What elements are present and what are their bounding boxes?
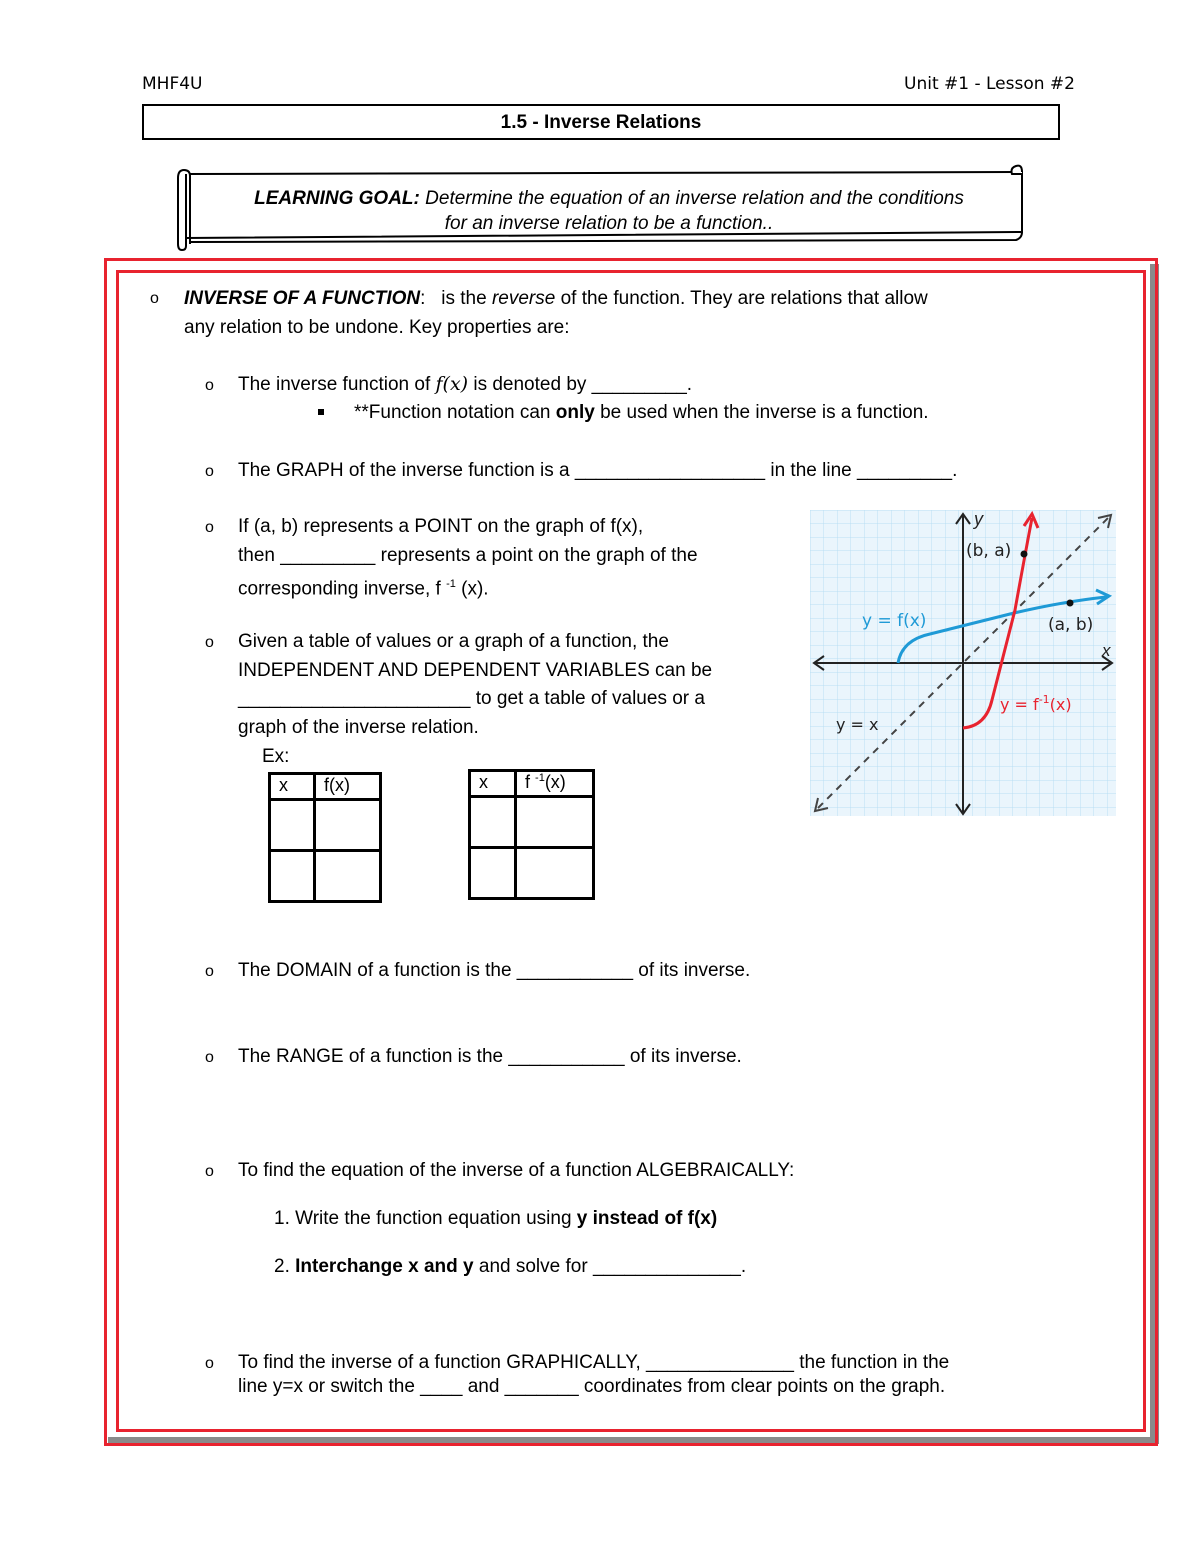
table-line4: graph of the inverse relation. [238, 717, 479, 738]
table-f-header-x: x [270, 774, 315, 800]
x-axis-label: x [1102, 641, 1111, 660]
table-line2: INDEPENDENT AND DEPENDENT VARIABLES can be [238, 660, 713, 681]
step-1: 1. Write the function equation using y instead of f(x) [274, 1208, 718, 1229]
table-f-header-fx: f(x) [315, 774, 381, 800]
inverse-definition-line2: any relation to be undone. Key properties are: [184, 317, 570, 338]
point-ab-label: (a, b) [1048, 615, 1094, 635]
y-axis-label: y [974, 510, 983, 529]
learning-goal [196, 186, 1022, 236]
table-f [268, 772, 382, 903]
inverse-graph [810, 510, 1116, 816]
inverse-definition: INVERSE OF A FUNCTION: is the reverse of the function. They are relations that allow [184, 288, 928, 309]
line-yx-label: y = x [836, 715, 879, 734]
point-line1: If (a, b) represents a POINT on the graph of f(x), [238, 516, 644, 537]
table-cell[interactable] [470, 848, 516, 899]
table-cell[interactable] [516, 797, 594, 848]
bullet-circle-icon: o [205, 634, 214, 651]
page-title: 1.5 - Inverse Relations [142, 104, 1060, 140]
table-line1: Given a table of values or a graph of a function, the [238, 631, 669, 652]
bullet-circle-icon: o [205, 1049, 214, 1066]
bullet-circle-icon: o [205, 963, 214, 980]
step-2: 2. Interchange x and y and solve for ______________. [274, 1256, 747, 1277]
unit-lesson: Unit #1 - Lesson #2 [904, 74, 1075, 94]
bullet-circle-icon: o [205, 1163, 214, 1180]
domain-item: The DOMAIN of a function is the ___________ of its inverse. [238, 960, 751, 981]
learning-goal-label: LEARNING GOAL: [254, 188, 420, 209]
bullet-circle-icon: o [205, 1355, 214, 1372]
table-finv-header-x: x [470, 771, 516, 797]
table-finv-header-finv: f $^{-1}$(x) [516, 771, 594, 797]
point-line3: corresponding inverse, f $^{-1}$ (x). [238, 578, 489, 600]
point-ab [1067, 600, 1074, 607]
bullet-circle-icon: o [205, 463, 214, 480]
notation-subitem: **Function notation can only be used when the inverse is a function. [354, 402, 929, 423]
square-bullet-icon [318, 409, 324, 415]
table-cell[interactable] [516, 848, 594, 899]
learning-goal-line1: Determine the equation of an inverse relation and the conditions [425, 188, 964, 209]
learning-goal-line2: for an inverse relation to be a function.. [444, 213, 774, 234]
bullet-circle-icon: o [150, 290, 159, 307]
example-label: Ex: [262, 746, 290, 767]
bullet-circle-icon: o [205, 377, 214, 394]
table-cell[interactable] [315, 851, 381, 902]
table-line3: ______________________ to get a table of values or a [238, 688, 705, 709]
bullet-circle-icon: o [205, 519, 214, 536]
point-line2: then _________ represents a point on the graph of the [238, 545, 698, 566]
algebraic-item: To find the equation of the inverse of a function ALGEBRAICALLY: [238, 1160, 795, 1181]
range-item: The RANGE of a function is the ___________ of its inverse. [238, 1046, 742, 1067]
table-cell[interactable] [270, 800, 315, 851]
curve-finv-label: $y = f^{-1}(x)$ [1000, 693, 1072, 714]
graph-item: The GRAPH of the inverse function is a __________________ in the line _________. [238, 460, 958, 481]
graphical-line1: To find the inverse of a function GRAPHICALLY, ______________ the function in the [238, 1352, 950, 1373]
point-ba-label: (b, a) [966, 541, 1012, 561]
curve-f-label: y = f(x) [862, 611, 927, 631]
table-finv [468, 769, 595, 900]
inverse-term: INVERSE OF A FUNCTION [184, 288, 421, 309]
table-cell[interactable] [315, 800, 381, 851]
notation-item: The inverse function of f(x) is denoted by _________. [238, 373, 693, 395]
table-cell[interactable] [270, 851, 315, 902]
point-ba [1021, 551, 1028, 558]
course-code: MHF4U [142, 74, 203, 94]
graphical-line2: line y=x or switch the ____ and _______ coordinates from clear points on the graph. [238, 1376, 946, 1397]
table-cell[interactable] [470, 797, 516, 848]
